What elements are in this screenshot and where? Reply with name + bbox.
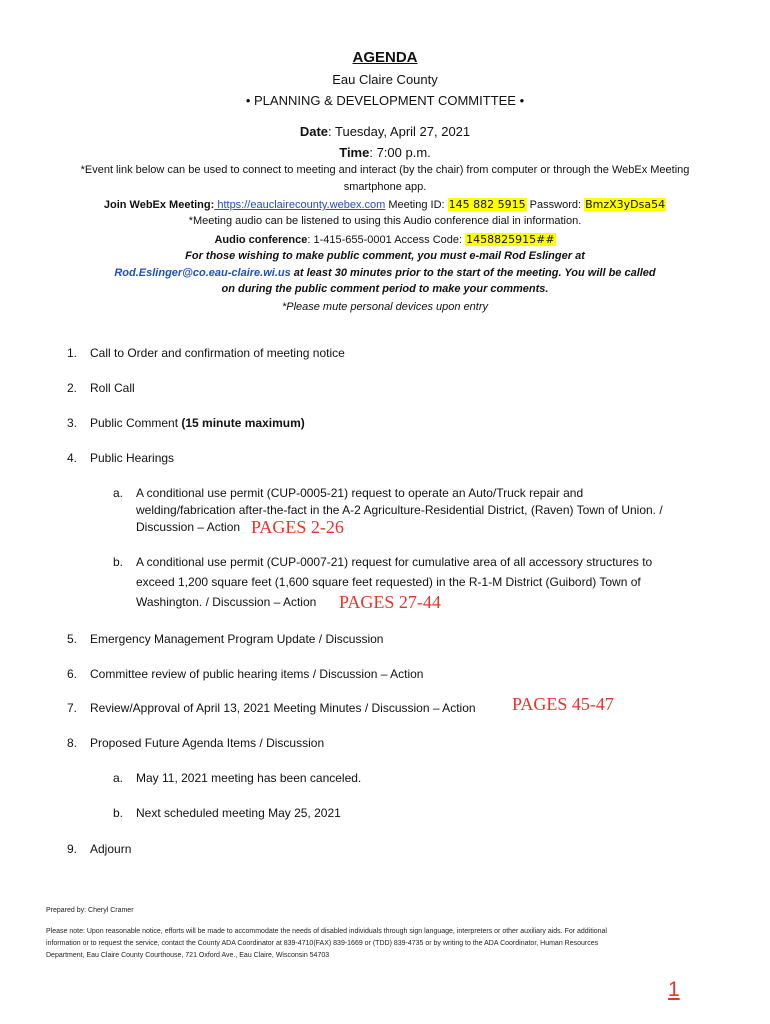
sub-item-4b-line1: A conditional use permit (CUP-0007-21) request for cumulative area of all accessory structures to [136,555,653,569]
public-comment-line2 [0,267,770,279]
meeting-time [0,145,770,160]
item-number-4: 4. [67,451,78,465]
agenda-item-3-text: Public Comment [90,416,182,430]
time-value: : 7:00 p.m. [369,145,431,160]
event-note-line2: smartphone app. [343,181,427,193]
sub-item-4b-line2: exceed 1,200 square feet (1,600 square feet requested) in the R-1-M District (Guibord) Town of [136,575,641,589]
webex-link[interactable]: https://eauclairecounty.webex.com [214,199,386,211]
webex-line [0,198,770,211]
sub-item-4a-line3: Discussion – Action [136,520,241,534]
audio-text: : 1-415-655-0001 Access Code: [307,234,466,246]
pages-annotation-4a: PAGES 2-26 [251,517,344,537]
page-number: 1 [668,978,680,1001]
webex-label: Join WebEx Meeting: [103,199,215,211]
agenda-title: AGENDA [352,49,418,66]
meeting-date [0,124,770,139]
mute-note: *Please mute personal devices upon entry [281,301,489,313]
event-note-line1: *Event link below can be used to connect to meeting and interact (by the chair) from computer or through the WebEx Meeting [80,164,690,176]
date-label: Date [299,124,329,139]
sub-item-4b-line3: Washington. / Discussion – Action [136,595,317,609]
county-name: Eau Claire County [332,72,438,87]
item-number-7: 7. [67,701,78,715]
email-link[interactable]: Rod.Eslinger@co.eau-claire.wi.us [114,267,291,279]
ada-note-line1: Please note: Upon reasonable notice, efforts will be made to accommodate the needs of disabled individuals through sign language, interpreters or other auxiliary aids. For additional [46,928,607,935]
agenda-item-7: Review/Approval of April 13, 2021 Meeting Minutes / Discussion – Action [90,701,476,715]
sub-letter-4a: a. [113,486,124,500]
pages-annotation-4b: PAGES 27-44 [339,592,441,612]
item-number-8: 8. [67,736,78,750]
password-value: BmzX3yDsa54 [585,198,666,211]
sub-letter-8a: a. [113,771,124,785]
item-number-6: 6. [67,667,78,681]
prepared-by: Prepared by: Cheryl Cramer [46,907,134,914]
public-comment-line2-text: at least 30 minutes prior to the start of the meeting. You will be called [290,267,656,279]
sub-letter-8b: b. [113,806,124,820]
access-code: 1458825915## [466,233,555,246]
audio-conference-line [0,233,770,246]
committee-name: • PLANNING & DEVELOPMENT COMMITTEE • [245,93,525,108]
sub-item-4a-line2: welding/fabrication after-the-fact in the A-2 Agriculture-Residential District, (Raven) Town of Union. / [136,503,663,517]
agenda-item-5: Emergency Management Program Update / Discussion [90,632,384,646]
agenda-item-9: Adjourn [90,842,132,856]
agenda-item-4: Public Hearings [90,451,175,465]
agenda-item-6: Committee review of public hearing items / Discussion – Action [90,667,424,681]
sub-letter-4b: b. [113,555,124,569]
item-number-3: 3. [67,416,78,430]
meeting-id-label: Meeting ID: [385,199,448,211]
agenda-item-3-bold: (15 minute maximum) [181,416,305,430]
ada-note-line2: information or to request the service, contact the County ADA Coordinator at 839-4710(FAX) 839-1669 or (TDD) 839-4735 or by writing to the ADA Coordinator, Human Resources [46,940,599,947]
public-comment-line3: on during the public comment period to make your comments. [221,283,549,295]
agenda-item-8: Proposed Future Agenda Items / Discussion [90,736,325,750]
agenda-item-1: Call to Order and confirmation of meeting notice [90,346,345,360]
agenda-item-2: Roll Call [90,381,135,395]
public-comment-line1: For those wishing to make public comment, you must e-mail Rod Eslinger at [185,250,585,262]
item-number-1: 1. [67,346,78,360]
item-number-2: 2. [67,381,78,395]
audio-label: Audio conference [214,234,308,246]
agenda-item-3 [90,416,305,430]
sub-item-8b: Next scheduled meeting May 25, 2021 [136,806,341,820]
ada-note-line3: Department, Eau Claire County Courthouse, 721 Oxford Ave., Eau Claire, Wisconsin 54703 [46,952,330,959]
pages-annotation-7: PAGES 45-47 [512,694,614,714]
date-value: : Tuesday, April 27, 2021 [328,124,471,139]
sub-item-4a-line1: A conditional use permit (CUP-0005-21) request to operate an Auto/Truck repair and [136,486,584,500]
item-number-9: 9. [67,842,78,856]
sub-item-8a: May 11, 2021 meeting has been canceled. [136,771,362,785]
meeting-id-value: 145 882 5915 [448,198,526,211]
item-number-5: 5. [67,632,78,646]
time-label: Time [339,145,370,160]
password-label: Password: [526,199,585,211]
audio-note: *Meeting audio can be listened to using this Audio conference dial in information. [188,215,582,227]
